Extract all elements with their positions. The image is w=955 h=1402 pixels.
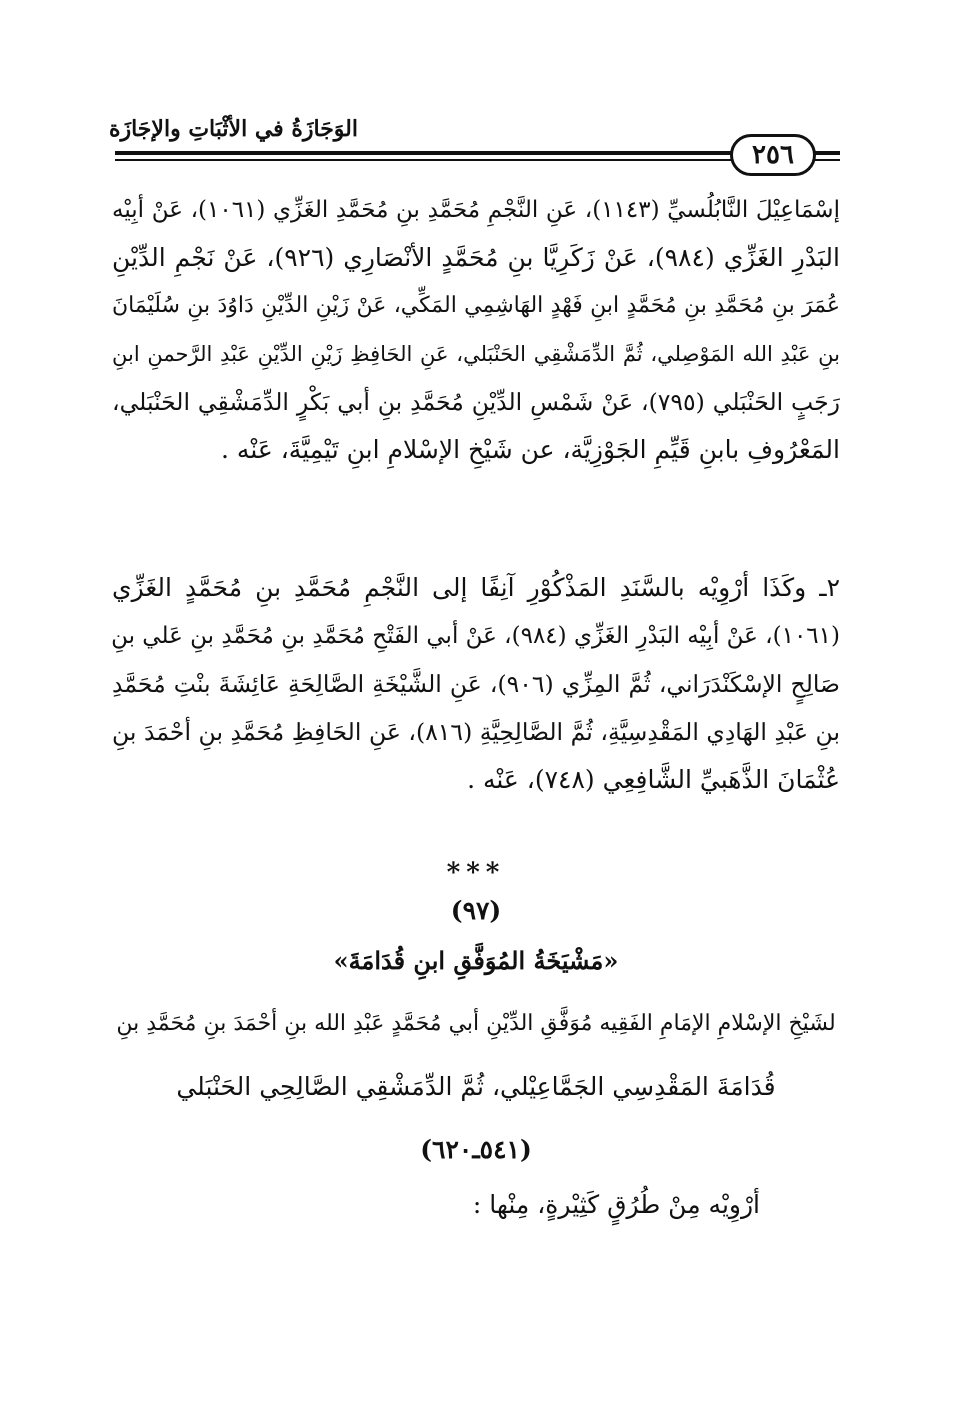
text-line: عُثْمَانَ الذَّهَبيِّ الشَّافِعِي (٧٤٨)، عَنْه . bbox=[467, 765, 840, 794]
text-line: بنِ عَبْدِ الله المَوْصِلي، ثُمَّ الدِّمَشْقِي الحَنْبَلي، عَنِ الحَافِظِ زَيْنِ الدِّيْنِ عَبْدِ الرَّحمنِ ابنِ bbox=[112, 342, 841, 366]
text-line: رَجَبٍ الحَنْبَلي (٧٩٥)، عَنْ شَمْسِ الدِّيْنِ مُحَمَّدِ بنِ أبي بَكْرٍ الدِّمَشْقِي الحَنْبَلي، bbox=[112, 388, 840, 416]
text-line: إسْمَاعِيْلَ النَّابُلُسيِّ (١١٤٣)، عَنِ النَّجْمِ مُحَمَّدِ بنِ مُحَمَّدِ الغَزِّي (١٠٦١)، عَنْ أبِيْه bbox=[112, 197, 840, 223]
text-line: البَدْرِ الغَزِّي (٩٨٤)، عَنْ زَكَرِيَّا بنِ مُحَمَّدٍ الأنْصَارِي (٩٢٦)، عَنْ نَجْمِ الدِّيْنِ bbox=[112, 243, 840, 272]
text-line: المَعْرُوفِ بابنِ قَيِّمِ الجَوْزِيَّة، عن شَيْخِ الإسْلامِ ابنِ تَيْمِيَّةَ، عَنْه . bbox=[221, 435, 840, 464]
header-rule-stub-thick bbox=[812, 151, 840, 155]
section-separator: *** bbox=[446, 858, 506, 888]
text-line: بنِ عَبْدِ الهَادِي المَقْدِسِيَّةِ، ثُمَّ الصَّالِحِيَّةِ (٨١٦)، عَنِ الحَافِظِ مُحَمَّدِ بنِ أحْمَدَ بنِ bbox=[112, 718, 840, 746]
header-rule-thick bbox=[115, 151, 735, 155]
text-line: صَالِحٍ الإسْكَنْدَرَاني، ثُمَّ المِزِّي (٩٠٦)، عَنِ الشَّيْخَةِ الصَّالِحَةِ عَائِشَةَ بنْتِ مُحَمَّدِ bbox=[112, 670, 840, 698]
author-line: قُدَامَةَ المَقْدِسِي الجَمَّاعِيْلي، ثُمَّ الدِّمَشْقِي الصَّالِحِي الحَنْبَلي bbox=[176, 1072, 776, 1101]
text-line: (١٠٦١)، عَنْ أبِيْه البَدْرِ الغَزِّي (٩٨٤)، عَنْ أبي الفَتْحِ مُحَمَّدِ بنِ مُحَمَّدِ بنِ عَلي بنِ bbox=[111, 623, 840, 649]
text-line: عُمَرَ بنِ مُحَمَّدِ بنِ مُحَمَّدٍ ابنِ فَهْدٍ الهَاشِمِي المَكِّي، عَنْ زَيْنِ الدِّيْنِ دَاوُدَ بنِ سُلَيْمَانَ bbox=[112, 293, 840, 318]
entry-dates: (٥٤١ـ٦٢٠) bbox=[420, 1135, 532, 1164]
author-line: لشَيْخِ الإسْلامِ الإمَامِ الفَقِيه مُوَفَّقِ الدِّيْنِ أبي مُحَمَّدٍ عَبْدِ الله بنِ أحْمَدَ بنِ مُحَمَّدِ بنِ bbox=[116, 1011, 836, 1036]
entry-title: «مَشْيَخَةُ المُوَفَّقِ ابنِ قُدَامَةَ» bbox=[333, 946, 619, 975]
running-title: الوَجَازَةُ في الأثْبَاتِ والإجَازَة bbox=[108, 116, 358, 142]
header-rule-thin bbox=[115, 159, 735, 161]
page-number: ٢٥٦ bbox=[730, 134, 816, 176]
closing-line: أرْوِيْه مِنْ طُرُقٍ كَثِيْرةٍ، مِنْها : bbox=[472, 1190, 760, 1219]
paragraph-1 bbox=[112, 186, 840, 474]
paragraph-2 bbox=[112, 564, 840, 804]
entry-number: (٩٧) bbox=[450, 896, 502, 925]
text-line: ٢ـ وكَذَا أرْوِيْه بالسَّنَدِ المَذْكُوْرِ آنِفًا إلى النَّجْمِ مُحَمَّدِ بنِ مُحَمَّدٍ الغَزِّي bbox=[112, 573, 840, 602]
header-rule-stub-thin bbox=[812, 159, 840, 161]
